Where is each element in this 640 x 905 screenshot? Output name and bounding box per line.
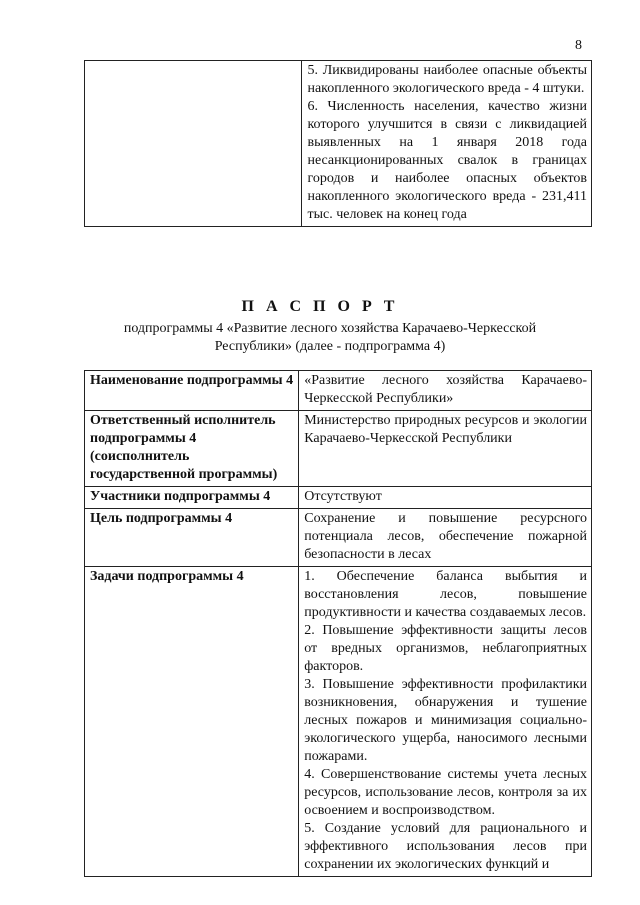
passport-subtitle: подпрограммы 4 «Развитие лесного хозяйства Карачаево-Черкесской Республики» (далее - подпрограмма 4) <box>123 321 537 354</box>
row-label: Участники подпрограммы 4 <box>85 487 299 509</box>
result-item: 6. Численность населения, качество жизни которого улучшится в связи с ликвидацией выявленных на 1 января 2018 года несанкционированных свалок в границах городов и наиболее опасных объектов накопленного экологического вреда - 231,411 тыс. человек на конец года <box>307 99 587 222</box>
table-row <box>85 411 592 487</box>
row-value: Сохранение и повышение ресурсного потенциала лесов, обеспечение пожарной безопасности в лесах <box>299 509 592 567</box>
row-value: Отсутствуют <box>299 487 592 509</box>
passport-table <box>84 370 592 877</box>
row-label: Ответственный исполнитель подпрограммы 4 (соисполнитель государственной программы) <box>85 411 299 487</box>
task-item: 1. Обеспечение баланса выбытия и восстановления лесов, повышение продуктивности и качества создаваемых лесов. <box>304 569 587 620</box>
table-cell-results <box>302 61 592 227</box>
row-value: Министерство природных ресурсов и экологии Карачаево-Черкесской Республики <box>299 411 592 487</box>
task-item: 5. Создание условий для рационального и эффективного использования лесов при сохранении их экологических функций и <box>304 821 587 872</box>
row-label: Задачи подпрограммы 4 <box>85 567 299 877</box>
task-item: 4. Совершенствование системы учета лесных ресурсов, использование лесов, контроля за их освоением и воспроизводством. <box>304 767 587 818</box>
table-row <box>85 487 592 509</box>
table-row <box>85 61 592 227</box>
task-item: 3. Повышение эффективности профилактики возникновения, обнаружения и тушение лесных пожаров и минимизация социально-экологического ущерба, наносимого лесными пожарами. <box>304 677 587 764</box>
passport-heading: П А С П О Р Т <box>241 298 399 315</box>
page-number: 8 <box>575 38 582 53</box>
task-item: 2. Повышение эффективности защиты лесов от вредных организмов, неблагоприятных факторов. <box>304 623 587 674</box>
continuation-table <box>84 60 592 227</box>
row-value <box>299 567 592 877</box>
table-row <box>85 371 592 411</box>
result-item: 5. Ликвидированы наиболее опасные объекты накопленного экологического вреда - 4 штуки. <box>307 63 587 96</box>
row-label: Цель подпрограммы 4 <box>85 509 299 567</box>
row-label: Наименование подпрограммы 4 <box>85 371 299 411</box>
table-row <box>85 509 592 567</box>
row-value: «Развитие лесного хозяйства Карачаево-Черкесской Республики» <box>299 371 592 411</box>
table-cell-empty <box>85 61 302 227</box>
table-row <box>85 567 592 877</box>
